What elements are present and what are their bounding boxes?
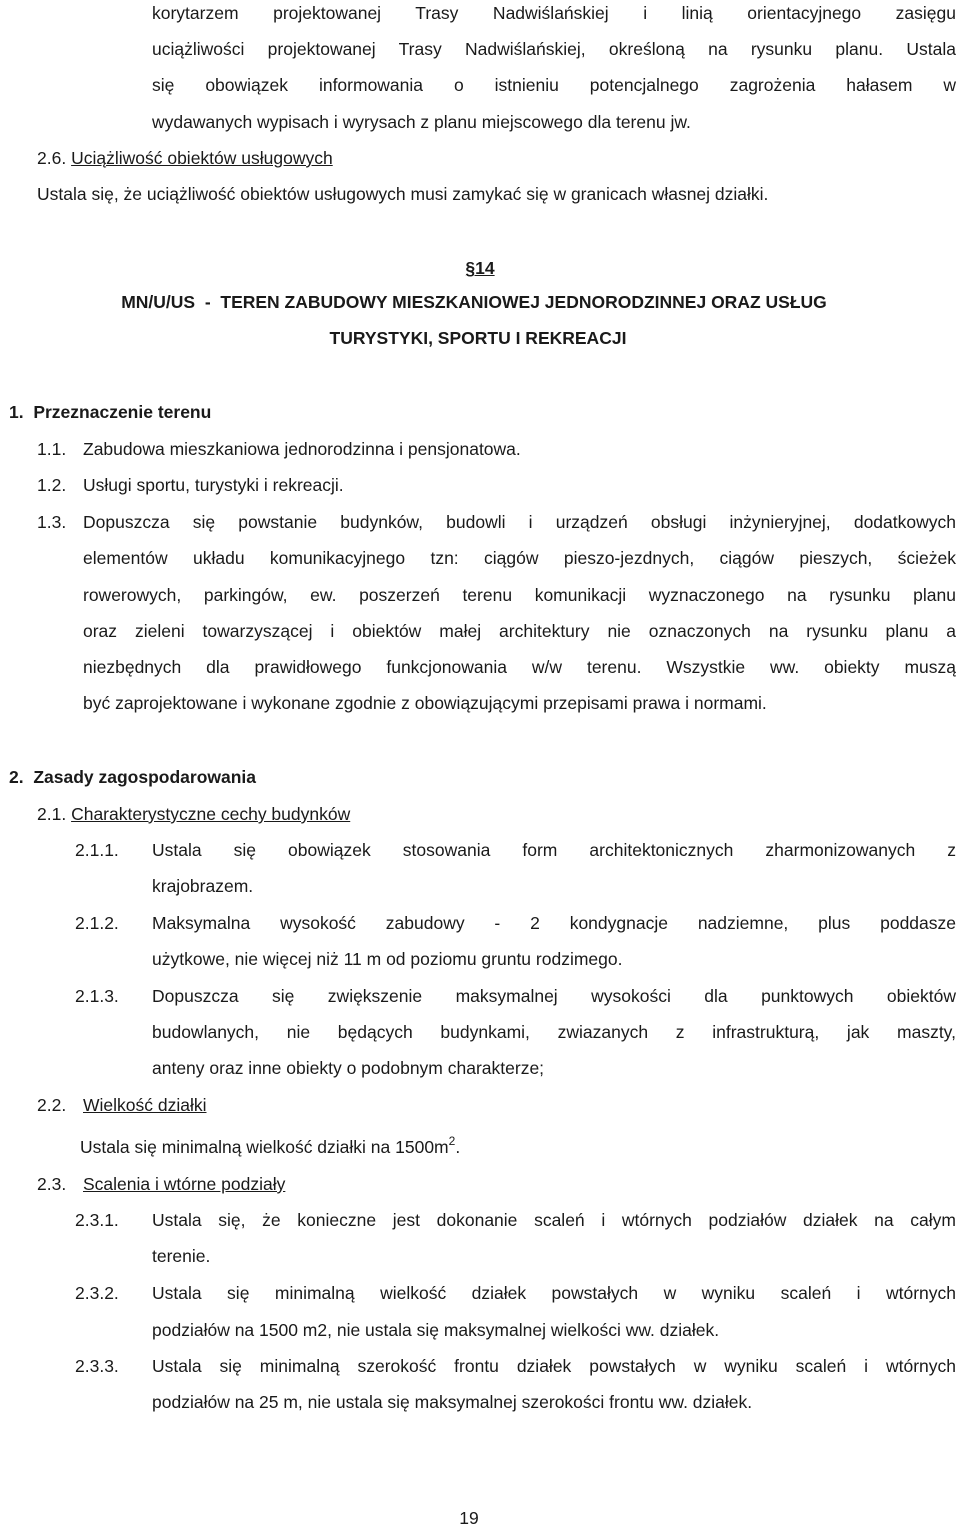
item-1-3-line-6: być zaprojektowane i wykonane zgodnie z obowiązującymi przepisami prawa i normami. bbox=[83, 693, 767, 713]
section-2-3-title: Scalenia i wtórne podziały bbox=[83, 1174, 286, 1194]
item-2-1-1-line-2: krajobrazem. bbox=[152, 876, 254, 896]
item-2-3-1-line-2: terenie. bbox=[152, 1246, 211, 1266]
section-2-2-text bbox=[80, 1136, 460, 1158]
item-2-1-3-number: 2.1.3. bbox=[75, 986, 119, 1006]
section-2-3-number: 2.3. bbox=[37, 1174, 67, 1194]
item-1-1-number: 1.1. bbox=[37, 439, 67, 459]
item-2-3-2-line-1: Ustala się minimalną wielkość działek powstałych w wyniku scaleń i wtórnych bbox=[152, 1283, 956, 1303]
item-1-3-line-1: Dopuszcza się powstanie budynków, budowli i urządzeń obsługi inżynieryjnej, dodatkowych bbox=[83, 512, 956, 532]
section-2-2-title: Wielkość działki bbox=[83, 1095, 207, 1115]
item-1-1-text: Zabudowa mieszkaniowa jednorodzinna i pensjonatowa. bbox=[83, 439, 521, 459]
section-2-2-text-end: . bbox=[455, 1137, 461, 1157]
item-2-1-2-line-1: Maksymalna wysokość zabudowy - 2 kondygnacje nadziemne, plus poddasze bbox=[152, 913, 956, 933]
section-14-heading-line-2: TURYSTYKI, SPORTU I REKREACJI bbox=[329, 328, 627, 348]
item-2-1-2-number: 2.1.2. bbox=[75, 913, 119, 933]
item-2-3-1-number: 2.3.1. bbox=[75, 1210, 119, 1230]
intro-line-4: wydawanych wypisach i wyrysach z planu miejscowego dla terenu jw. bbox=[152, 112, 691, 132]
section-14-heading-line-1: MN/U/US - TEREN ZABUDOWY MIESZKANIOWEJ JEDNORODZINNEJ ORAZ USŁUG bbox=[121, 292, 827, 312]
item-1-2-number: 1.2. bbox=[37, 475, 67, 495]
item-2-3-2-number: 2.3.2. bbox=[75, 1283, 119, 1303]
item-2-3-3-number: 2.3.3. bbox=[75, 1356, 119, 1376]
item-1-3-line-5: niezbędnych dla prawidłowego funkcjonowania w/w terenu. Wszystkie ww. obiekty muszą bbox=[83, 657, 956, 677]
section-2-6-heading bbox=[37, 147, 333, 169]
item-2-1-3-line-2: budowlanych, nie będących budynkami, zwiazanych z infrastrukturą, jak maszty, bbox=[152, 1022, 956, 1042]
item-2-1-2-line-2: użytkowe, nie więcej niż 11 m od poziomu gruntu rodzimego. bbox=[152, 949, 623, 969]
intro-line-2: uciążliwości projektowanej Trasy Nadwiślańskiej, określoną na rysunku planu. Ustala bbox=[152, 39, 956, 59]
section-2-2-superscript: 2 bbox=[448, 1134, 456, 1148]
item-2-1-3-line-3: anteny oraz inne obiekty o podobnym charakterze; bbox=[152, 1058, 545, 1078]
section-2-6-text: Ustala się, że uciążliwość obiektów usługowych musi zamykać się w granicach własnej działki. bbox=[37, 184, 769, 204]
item-1-3-line-3: rowerowych, parkingów, ew. poszerzeń terenu komunikacji wyznaczonego na rysunku planu bbox=[83, 585, 956, 605]
part-1-title: 1. Przeznaczenie terenu bbox=[9, 402, 212, 422]
item-2-3-1-line-1: Ustala się, że konieczne jest dokonanie scaleń i wtórnych podziałów działek na całym bbox=[152, 1210, 956, 1230]
section-2-1-title: Charakterystyczne cechy budynków bbox=[71, 804, 351, 824]
intro-line-3: się obowiązek informowania o istnieniu potencjalnego zagrożenia hałasem w bbox=[152, 75, 956, 95]
intro-line-1: korytarzem projektowanej Trasy Nadwiślańskiej i linią orientacyjnego zasięgu bbox=[152, 3, 956, 23]
item-2-1-1-number: 2.1.1. bbox=[75, 840, 119, 860]
item-1-3-line-4: oraz zieleni towarzyszącej i obiektów małej architektury nie oznaczonych na rysunku planu a bbox=[83, 621, 956, 641]
item-1-3-line-2: elementów układu komunikacyjnego tzn: ciągów pieszo-jezdnych, ciągów pieszych, ścieżek bbox=[83, 548, 956, 568]
section-2-2-number: 2.2. bbox=[37, 1095, 67, 1115]
section-2-6-title: Uciążliwość obiektów usługowych bbox=[71, 148, 333, 168]
item-2-1-3-line-1: Dopuszcza się zwiększenie maksymalnej wysokości dla punktowych obiektów bbox=[152, 986, 956, 1006]
section-2-6-number: 2.6. bbox=[37, 148, 67, 168]
item-2-3-3-line-1: Ustala się minimalną szerokość frontu działek powstałych w wyniku scaleń i wtórnych bbox=[152, 1356, 956, 1376]
item-2-1-1-line-1: Ustala się obowiązek stosowania form architektonicznych zharmonizowanych z bbox=[152, 840, 956, 860]
section-2-2-text-main: Ustala się minimalną wielkość działki na 1500m bbox=[80, 1137, 449, 1157]
section-2-1-heading bbox=[37, 803, 350, 825]
page-number: 19 bbox=[459, 1508, 479, 1528]
item-1-3-number: 1.3. bbox=[37, 512, 67, 532]
item-2-3-2-line-2: podziałów na 1500 m2, nie ustala się maksymalnej wielkości ww. działek. bbox=[152, 1320, 720, 1340]
part-2-title: 2. Zasady zagospodarowania bbox=[9, 767, 257, 787]
paragraph-sign: §14 bbox=[465, 258, 495, 278]
paragraph-sign-14 bbox=[0, 257, 960, 279]
item-1-2-text: Usługi sportu, turystyki i rekreacji. bbox=[83, 475, 344, 495]
item-2-3-3-line-2: podziałów na 25 m, nie ustala się maksymalnej szerokości frontu ww. działek. bbox=[152, 1392, 753, 1412]
section-2-1-number: 2.1. bbox=[37, 804, 67, 824]
